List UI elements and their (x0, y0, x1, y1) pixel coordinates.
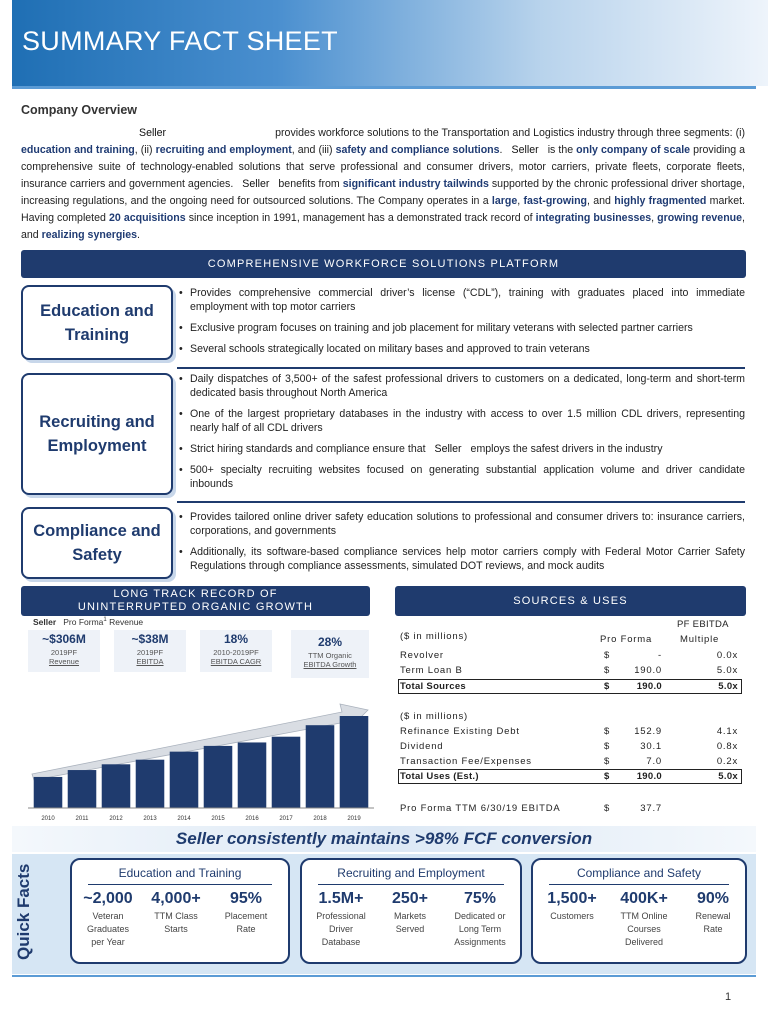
education-bullets (177, 286, 745, 363)
fact: 400K+ TTM Online Courses Delivered (620, 890, 668, 947)
fact: 250+ Markets Served (391, 890, 429, 934)
x-tick-label: 2018 (313, 816, 327, 822)
header-banner (12, 0, 768, 86)
segment-recruiting-employment: Recruiting and Employment (21, 373, 173, 495)
fact: 95% Placement Rate (224, 890, 268, 934)
bullet: • Provides tailored online driver safety education solutions to professional and consumer drivers to: insurance carriers, corporations, and governments (177, 510, 745, 538)
total-sources-row: Total Sources $ 190.0 5.0x (398, 679, 742, 694)
bottom-rule (12, 975, 756, 977)
seller-name: Seller (511, 144, 539, 156)
table-row: Transaction Fee/Expenses $ 7.0 0.2x (400, 756, 738, 767)
x-tick-label: 2010 (41, 816, 55, 822)
ttm-ebitda-row: Pro Forma TTM 6/30/19 EBITDA $ 37.7 (400, 803, 662, 814)
revenue-bar-chart (26, 700, 376, 824)
bullet: • Additionally, its software-based compliance services help motor carriers comply with Federal Motor Carrier Safety Regulations through compliance assessments, simulated DOT reviews, and mock audits (177, 545, 745, 573)
bar (272, 737, 301, 808)
segment-education-training: Education and Training (21, 285, 173, 360)
chart-subtitle: Seller Pro Forma$^1$ Revenue (33, 617, 144, 627)
divider (177, 367, 745, 369)
divider (177, 501, 745, 503)
recruiting-bullets (177, 372, 745, 498)
stat-ebitda: ~$38M 2019PF EBITDA (114, 630, 186, 672)
fact: 75% Dedicated or Long Term Assignments (454, 890, 506, 947)
x-tick-label: 2016 (245, 816, 259, 822)
sources-uses-banner: SOURCES & USES (395, 586, 746, 616)
compliance-bullets (177, 510, 745, 580)
fact: 4,000+ TTM Class Starts (151, 890, 201, 934)
bullet: • 500+ specialty recruiting websites focused on generating substantial application volume and driver candidate inbounds (177, 463, 745, 491)
x-tick-label: 2014 (177, 816, 191, 822)
bar (136, 760, 165, 808)
fact: 1,500+ Customers (547, 890, 597, 921)
page-title: SUMMARY FACT SHEET (22, 26, 338, 56)
bullet: • Strict hiring standards and compliance ensure that Seller employs the safest drivers in the industry (177, 442, 745, 456)
x-tick-label: 2011 (75, 816, 89, 822)
bar (238, 742, 267, 808)
header-rule (12, 86, 756, 89)
col-pf-ebitda: PF EBITDA (677, 619, 729, 630)
col-multiple: Multiple (680, 634, 720, 645)
x-tick-label: 2019 (347, 816, 361, 822)
col-pro-forma: Pro Forma (600, 634, 653, 645)
table-row: Term Loan B $ 190.0 5.0x (400, 665, 738, 676)
platform-banner: COMPREHENSIVE WORKFORCE SOLUTIONS PLATFORM (21, 250, 746, 278)
bar (306, 725, 335, 808)
bar (170, 752, 199, 808)
card-title: Recruiting and Employment (302, 866, 520, 885)
bullet: • Daily dispatches of 3,500+ of the safest professional drivers to customers on a dedicated, long-term and short-term dedicated basis throughout North America (177, 372, 745, 400)
fcf-banner: Seller consistently maintains >98% FCF conversion (12, 826, 756, 852)
bullet: • Provides comprehensive commercial driver’s license (“CDL”), training with graduates placed into immediate employment with top motor carriers (177, 286, 745, 314)
card-title: Education and Training (72, 866, 288, 885)
quick-facts-card-compliance (531, 858, 747, 964)
seller-name: Seller (242, 178, 270, 190)
bar (204, 746, 233, 808)
stat-revenue: ~$306M 2019PF Revenue (28, 630, 100, 672)
table-row: Dividend $ 30.1 0.8x (400, 741, 738, 752)
quick-facts-card-recruiting (300, 858, 522, 964)
bar (102, 764, 131, 808)
overview-title: Company Overview (21, 103, 138, 117)
stat-cagr: 18% 2010-2019PF EBITDA CAGR (200, 630, 272, 672)
fact: 90% Renewal Rate (695, 890, 731, 934)
units-label: ($ in millions) (400, 631, 468, 642)
total-uses-row: Total Uses (Est.) $ 190.0 5.0x (398, 769, 742, 784)
bar (34, 777, 63, 808)
seller-name: Seller (434, 443, 462, 455)
table-row: Revolver $ - 0.0x (400, 650, 738, 661)
bullet: • Several schools strategically located on military bases and approved to train veterans (177, 342, 745, 356)
table-row: Refinance Existing Debt $ 152.9 4.1x (400, 726, 738, 737)
overview-paragraph: Seller provides workforce solutions to the Transportation and Logistics industry through three segments: (i) education and training, (ii) recruiting and employment, and (iii) safety and compliance solutions. Seller is the only company of scale providing a comprehensive suite of technology-enabled solutions that serve professional and consumer drivers, motor carriers, private fleets, corporate fleets, insurance carriers and government agencies. Seller benefits from significant industry tailwinds supported by the chronic professional driver shortage, increasing regulations, and the ongoing need for outsourced solutions. The Company operates in a large, fast-growing, and highly fragmented market. Having completed 20 acquisitions since inception in 1991, management has a demonstrated track record of integrating businesses, growing revenue, and realizing synergies. (21, 127, 746, 241)
quick-facts-label: Quick Facts (14, 863, 33, 961)
fact: ~2,000 Veteran Graduates per Year (83, 890, 133, 947)
x-tick-label: 2013 (143, 816, 157, 822)
page-number: 1 (725, 991, 732, 1003)
bullet: • One of the largest proprietary databases in the industry with access to over 1.5 million CDL drivers, representing nearly half of all CDL drivers (177, 407, 745, 435)
seller-name: Seller (139, 127, 167, 139)
card-title: Compliance and Safety (533, 866, 745, 885)
x-tick-label: 2012 (109, 816, 123, 822)
x-tick-label: 2017 (279, 816, 293, 822)
bar (68, 770, 97, 808)
quick-facts-card-education (70, 858, 290, 964)
stat-organic-growth: 28% TTM Organic EBITDA Growth (291, 630, 369, 678)
fact: 1.5M+ Professional Driver Database (316, 890, 366, 947)
growth-banner: LONG TRACK RECORD OF UNINTERRUPTED ORGANIC GROWTH (21, 586, 370, 616)
segment-compliance-safety: Compliance and Safety (21, 507, 173, 579)
bullet: • Exclusive program focuses on training and job placement for military veterans with selected partner carriers (177, 321, 745, 335)
bar (340, 716, 369, 808)
x-tick-label: 2015 (211, 816, 225, 822)
units-label: ($ in millions) (400, 711, 468, 722)
